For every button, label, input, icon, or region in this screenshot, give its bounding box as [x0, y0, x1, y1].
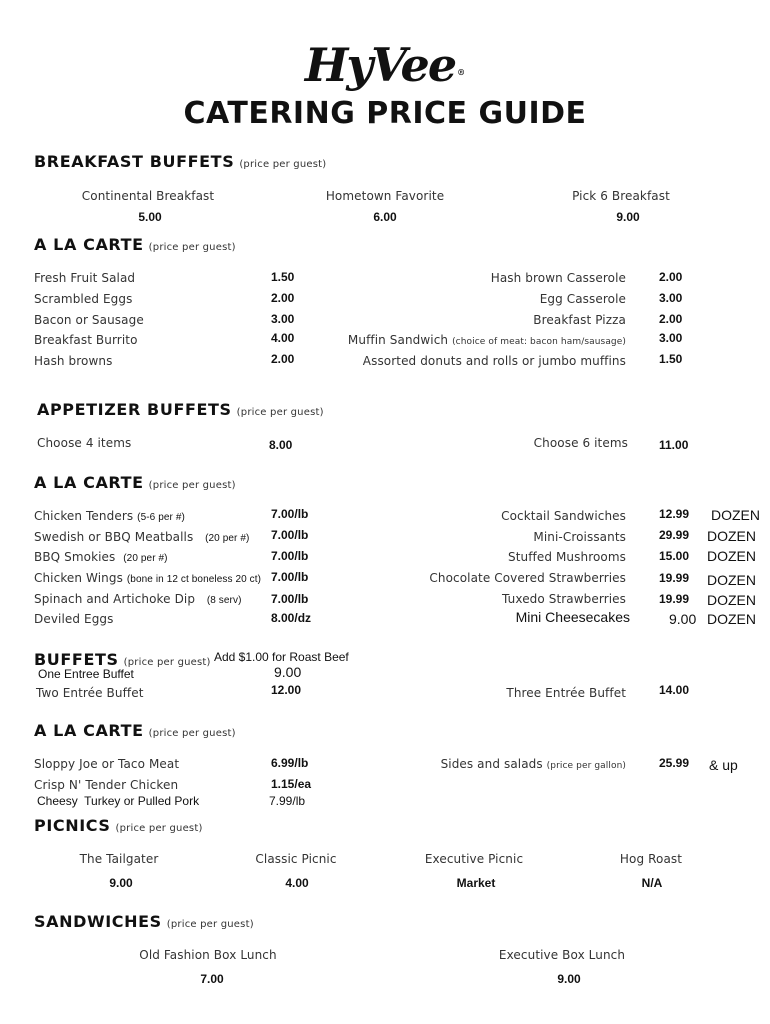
- buffets-heading: BUFFETS (price per guest): [34, 650, 211, 669]
- menu-item-price: 1.50: [659, 352, 683, 366]
- menu-item-name: Three Entrée Buffet: [506, 686, 626, 700]
- menu-item-price: 29.99: [659, 528, 690, 542]
- unit-label: DOZEN: [707, 611, 756, 627]
- menu-item-price: 4.00: [271, 331, 295, 345]
- menu-item-price: 2.00: [659, 312, 683, 326]
- menu-item-price: 7.00/lb: [271, 570, 309, 584]
- unit-label: DOZEN: [707, 548, 756, 564]
- menu-item-name: Sides and salads (price per gallon): [440, 757, 626, 771]
- sandwiches-heading: SANDWICHES (price per guest): [34, 912, 254, 931]
- menu-item-name: Scrambled Eggs: [34, 292, 133, 306]
- menu-item-name: Tuxedo Strawberries: [502, 592, 626, 606]
- menu-item-price: 9.00: [274, 664, 302, 680]
- menu-item-name: Sloppy Joe or Taco Meat: [34, 757, 180, 771]
- menu-item-name: Stuffed Mushrooms: [507, 550, 626, 564]
- sandwich-price: 9.00: [557, 972, 581, 986]
- sandwich-name: Executive Box Lunch: [498, 948, 626, 962]
- picnic-price: Market: [456, 876, 496, 890]
- menu-item-name: Breakfast Burrito: [34, 333, 138, 347]
- menu-item-name: Chocolate Covered Strawberries: [429, 571, 626, 585]
- menu-item-name: Choose 6 items: [533, 436, 628, 450]
- menu-item-price: 2.00: [271, 291, 295, 305]
- roast-beef-note: Add $1.00 for Roast Beef: [214, 650, 349, 664]
- menu-item-price: 8.00: [269, 438, 293, 452]
- menu-item-name: BBQ Smokies (20 per #): [34, 550, 168, 564]
- menu-item-price: 3.00: [659, 291, 683, 305]
- menu-item-name: Assorted donuts and rolls or jumbo muffins: [362, 354, 626, 368]
- picnic-price: 4.00: [285, 876, 309, 890]
- picnics-heading: PICNICS (price per guest): [34, 816, 203, 835]
- menu-item-name: Chicken Tenders (5-6 per #): [34, 509, 185, 523]
- menu-item-price: 7.99/lb: [269, 794, 306, 808]
- menu-item-name: Cheesy Turkey or Pulled Pork: [37, 794, 200, 808]
- appetizer-buffets-heading: APPETIZER BUFFETS (price per guest): [37, 400, 324, 419]
- menu-item-price: 7.00/lb: [271, 528, 309, 542]
- breakfast-buffet-name: Hometown Favorite: [325, 189, 445, 203]
- picnic-name: Hog Roast: [619, 852, 683, 866]
- price-suffix: & up: [709, 757, 738, 773]
- picnic-name: Classic Picnic: [255, 852, 337, 866]
- breakfast-buffet-price: 6.00: [373, 210, 397, 224]
- menu-item-name: Breakfast Pizza: [533, 313, 626, 327]
- menu-item-name: Deviled Eggs: [34, 612, 114, 626]
- picnic-price: 9.00: [109, 876, 133, 890]
- page-title: CATERING PRICE GUIDE: [183, 96, 587, 131]
- breakfast-buffets-heading: BREAKFAST BUFFETS (price per guest): [34, 152, 327, 171]
- menu-item-name: Mini-Croissants: [533, 530, 626, 544]
- menu-item-price: 9.00: [669, 611, 697, 627]
- menu-item-name: Cocktail Sandwiches: [501, 509, 626, 523]
- menu-item-name: Fresh Fruit Salad: [34, 271, 136, 285]
- menu-item-name: Spinach and Artichoke Dip (8 serv): [34, 592, 242, 606]
- menu-item-price: 12.99: [659, 507, 690, 521]
- picnic-price: N/A: [641, 876, 663, 890]
- breakfast-buffet-price: 5.00: [138, 210, 162, 224]
- menu-item-price: 3.00: [271, 312, 295, 326]
- picnic-name: Executive Picnic: [424, 852, 524, 866]
- unit-label: DOZEN: [707, 528, 756, 544]
- menu-item-price: 1.15/ea: [271, 777, 312, 791]
- menu-item-name: Bacon or Sausage: [34, 313, 144, 327]
- menu-item-name: Two Entrée Buffet: [36, 686, 144, 700]
- menu-item-price: 2.00: [271, 352, 295, 366]
- breakfast-buffet-name: Pick 6 Breakfast: [572, 189, 670, 203]
- menu-item-price: 14.00: [659, 683, 690, 697]
- menu-item-name: Choose 4 items: [37, 436, 132, 450]
- menu-item-name: One Entree Buffet: [38, 667, 134, 681]
- menu-item-price: 19.99: [659, 571, 690, 585]
- sandwich-price: 7.00: [200, 972, 224, 986]
- menu-item-price: 7.00/lb: [271, 549, 309, 563]
- menu-item-name: Muffin Sandwich (choice of meat: bacon ham/sausage): [347, 333, 626, 347]
- menu-item-price: 7.00/lb: [271, 507, 309, 521]
- menu-item-price: 15.00: [659, 549, 690, 563]
- menu-item-name: Chicken Wings (bone in 12 ct boneless 20 ct): [34, 571, 262, 585]
- menu-item-name: Hash brown Casserole: [490, 271, 626, 285]
- menu-item-price: 6.99/lb: [271, 756, 309, 770]
- menu-item-name: Swedish or BBQ Meatballs (20 per #): [34, 530, 250, 544]
- menu-item-name: Crisp N' Tender Chicken: [34, 778, 179, 792]
- menu-item-price: 8.00/dz: [271, 611, 312, 625]
- sandwich-name: Old Fashion Box Lunch: [139, 948, 277, 962]
- menu-item-price: 19.99: [659, 592, 690, 606]
- breakfast-alacarte-heading: A LA CARTE (price per guest): [34, 235, 236, 254]
- menu-item-price: 25.99: [659, 756, 690, 770]
- breakfast-buffet-price: 9.00: [616, 210, 640, 224]
- hyvee-logo: HyVee ®: [304, 38, 466, 92]
- unit-label: DOZEN: [711, 507, 760, 523]
- menu-item-price: 11.00: [659, 438, 689, 452]
- appetizer-alacarte-heading: A LA CARTE (price per guest): [34, 473, 236, 492]
- menu-item-price: 12.00: [271, 683, 302, 697]
- menu-item-price: 2.00: [659, 270, 683, 284]
- menu-item-price: 7.00/lb: [271, 592, 309, 606]
- unit-label: DOZEN: [707, 592, 756, 608]
- menu-item-name: Hash browns: [34, 354, 113, 368]
- buffets-alacarte-heading: A LA CARTE (price per guest): [34, 721, 236, 740]
- menu-item-name: Egg Casserole: [539, 292, 626, 306]
- menu-item-name: Mini Cheesecakes: [515, 609, 630, 625]
- picnic-name: The Tailgater: [79, 852, 159, 866]
- breakfast-buffet-name: Continental Breakfast: [81, 189, 215, 203]
- menu-item-price: 1.50: [271, 270, 295, 284]
- unit-label: DOZEN: [707, 572, 756, 588]
- menu-item-price: 3.00: [659, 331, 683, 345]
